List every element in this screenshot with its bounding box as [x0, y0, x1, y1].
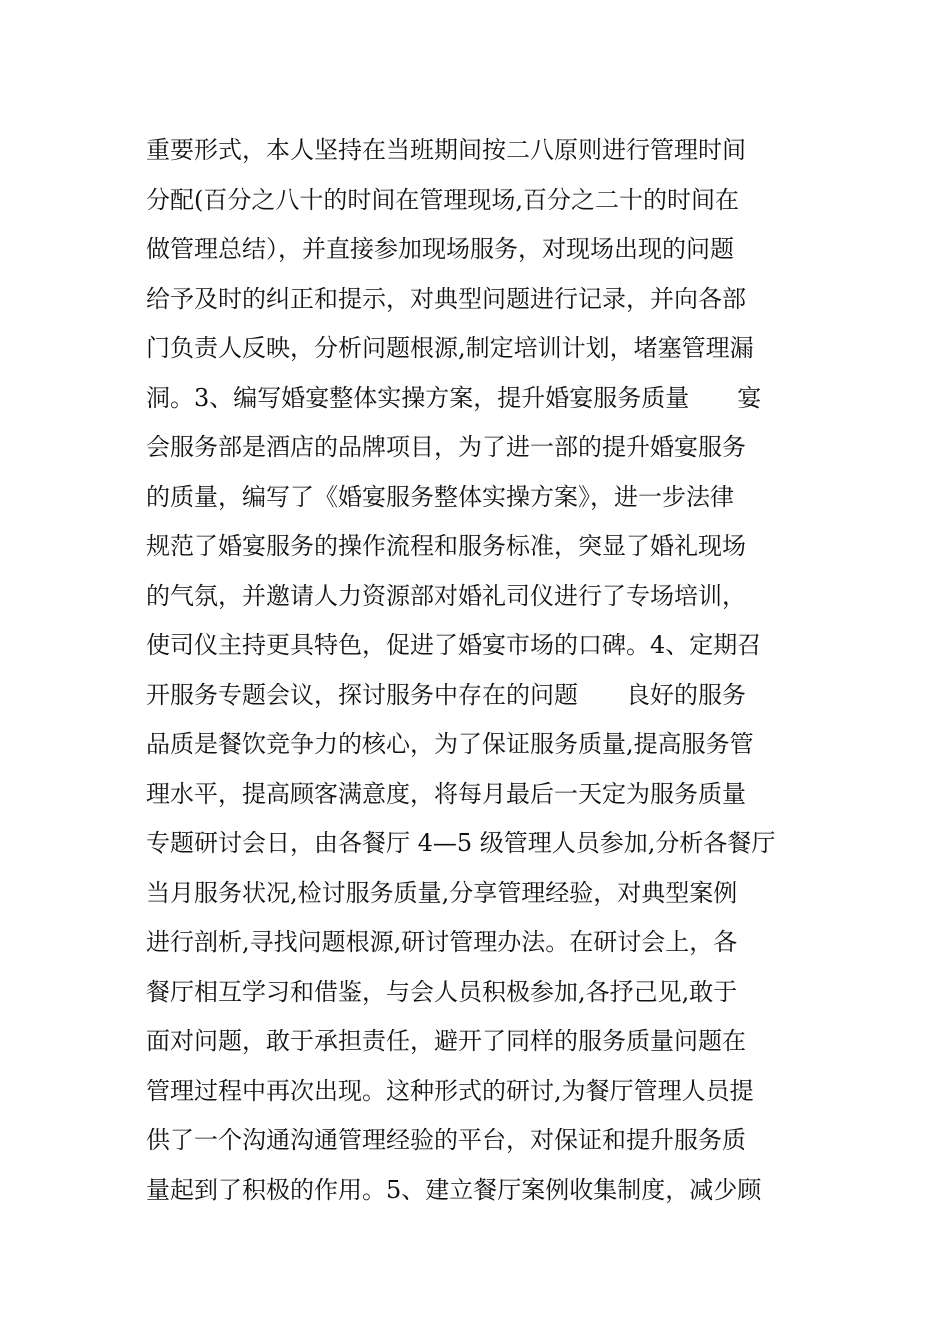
text-line: 给予及时的纠正和提示，对典型问题进行记录，并向各部: [146, 284, 746, 313]
text-line: 会服务部是酒店的品牌项目，为了进一部的提升婚宴服务: [146, 433, 746, 461]
text-line: 使司仪主持更具特色，促进了婚宴市场的口碑。4、定期召: [146, 631, 762, 659]
body-text: [146, 126, 846, 1215]
text-line: 面对问题，敢于承担责任，避开了同样的服务质量问题在: [146, 1027, 746, 1055]
text-line: 管理过程中再次出现。这种形式的研讨,为餐厅管理人员提: [146, 1076, 754, 1105]
text-line: 门负责人反映，分析问题根源,制定培训计划，堵塞管理漏: [146, 334, 754, 362]
text-line: 开服务专题会议，探讨服务中存在的问题 良好的服务: [146, 680, 746, 709]
text-line: 理水平，提高顾客满意度，将每月最后一天定为服务质量: [146, 779, 746, 808]
text-line: 做管理总结），并直接参加现场服务，对现场出现的问题: [146, 235, 734, 263]
text-line: 规范了婚宴服务的操作流程和服务标准，突显了婚礼现场: [146, 532, 746, 560]
text-line: 品质是餐饮竞争力的核心，为了保证服务质量,提高服务管: [146, 730, 754, 758]
text-line: 的气氛，并邀请人力资源部对婚礼司仪进行了专场培训，: [146, 581, 746, 610]
text-line: 的质量，编写了《婚宴服务整体实操方案》，进一步法律: [146, 482, 734, 511]
text-line: 餐厅相互学习和借鉴，与会人员积极参加,各抒己见,敢于: [146, 977, 738, 1006]
text-line: 洞。3、编写婚宴整体实操方案，提升婚宴服务质量 宴: [146, 383, 762, 412]
text-line: 进行剖析,寻找问题根源,研讨管理办法。在研讨会上，各: [146, 928, 738, 956]
text-line: 当月服务状况,检讨服务质量,分享管理经验，对典型案例: [146, 878, 738, 907]
text-line: 分配(百分之八十的时间在管理现场,百分之二十的时间在: [146, 185, 739, 214]
text-line: 供了一个沟通沟通管理经验的平台，对保证和提升服务质: [146, 1126, 746, 1154]
text-line: 重要形式，本人坚持在当班期间按二八原则进行管理时间: [146, 136, 746, 164]
text-line: 专题研讨会日，由各餐厅 4—5 级管理人员参加,分析各餐厅: [146, 829, 776, 857]
text-line: 量起到了积极的作用。5、建立餐厅案例收集制度，减少顾: [146, 1175, 762, 1204]
